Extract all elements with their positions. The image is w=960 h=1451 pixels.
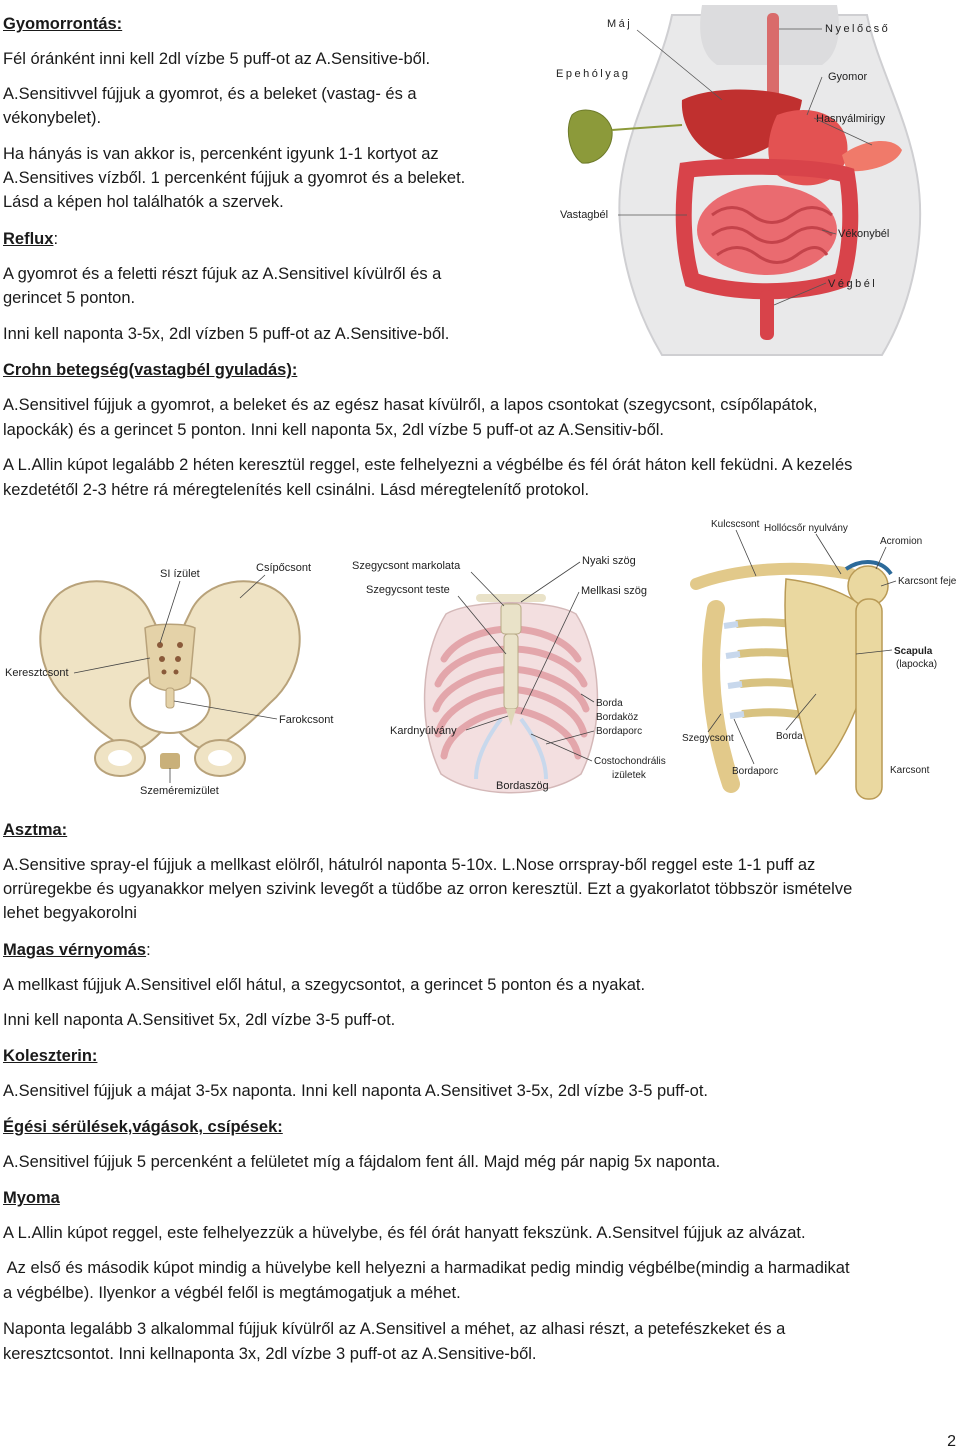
label-scapula: Scapula	[894, 646, 933, 657]
paragraph: Ha hányás is van akkor is, percenként igyunk 1-1 kortyot az	[3, 145, 439, 163]
heading-colon: :	[146, 941, 151, 959]
label-epeholyag: Epehólyag	[556, 68, 631, 80]
label-mellkasi-szog: Mellkasi szög	[581, 585, 648, 597]
paragraph: A.Sensitivel fújjuk 5 percenként a felületet míg a fájdalom fent áll. Majd még pár napig 5x naponta.	[3, 1153, 721, 1171]
label-gyomor: Gyomor	[828, 71, 868, 83]
paragraph: Naponta legalább 3 alkalommal fújjuk kívülről az A.Sensitivel a méhet, az alhasi részt, a petefészkeket és a	[3, 1320, 786, 1338]
paragraph: vékonybelet).	[3, 109, 102, 127]
label-bordaporc: Bordaporc	[596, 726, 643, 737]
paragraph: A.Sensitivel fújjuk a gyomrot, a beleket és az egész hasat kívülről, a lapos csontokat (szegycsont, csípőlapátok,	[3, 396, 818, 414]
label-karcsont-feje: Karcsont feje	[898, 576, 957, 587]
label-vekonybel: Vékonybél	[838, 228, 890, 240]
paragraph: keresztcsontot. Inni kellnaponta 3x, 2dl vízbe 3 puff-ot az A.Sensitive-ből.	[3, 1345, 537, 1363]
paragraph: A.Sensitivvel fújjuk a gyomrot, és a beleket (vastag- és a	[3, 85, 417, 103]
label-nyaki-szog: Nyaki szög	[582, 555, 636, 567]
label-farokcsont: Farokcsont	[279, 714, 334, 726]
heading-verny-line	[3, 938, 151, 962]
paragraph: gerincet 5 ponton.	[3, 289, 136, 307]
heading-reflux-line	[3, 227, 58, 251]
paragraph: lehet begyakorolni	[3, 904, 137, 922]
paragraph: orrüregekbe és ugyanakkor melyen szivink levegőt a tüdőbe az orron keresztül. Ezt a gyakorlatot többször ismételve	[3, 880, 853, 898]
label-szegycsont-teste: Szegycsont teste	[366, 584, 450, 596]
label-bordaszog: Bordaszög	[496, 780, 549, 792]
ribcage-figure	[346, 544, 672, 804]
paragraph: A.Sensitives vízből. 1 percenként fújjuk a gyomrot és a beleket.	[3, 169, 466, 187]
heading-myoma: Myoma	[3, 1189, 60, 1207]
paragraph: kezdetétől 2-3 hétre rá méregtelenítés kell csinálni. Lásd méregtelenítő protokol.	[3, 481, 590, 499]
heading-crohn: Crohn betegség(vastagbél gyuladás):	[3, 361, 298, 379]
paragraph: A gyomrot és a feletti részt fújuk az A.Sensitivel kívülről és a	[3, 265, 442, 283]
label-hollocsor-nyulvany: Hollócsőr nyulvány	[764, 523, 848, 534]
paragraph: A L.Allin kúpot reggel, este felhelyezzük a hüvelybe, és fél órát hanyatt fekszünk. A.Sensitvel fújjuk az alvázat.	[3, 1224, 806, 1242]
heading-gyomorrontas: Gyomorrontás:	[3, 15, 123, 33]
label-borda: Borda	[596, 698, 623, 709]
label-szemeremizulet: Szeméremizület	[140, 785, 219, 797]
heading-koleszterin: Koleszterin:	[3, 1047, 98, 1065]
label-bordakoz: Bordaköz	[596, 712, 639, 723]
label-lapocka: (lapocka)	[896, 659, 938, 670]
paragraph: Lásd a képen hol találhatók a szervek.	[3, 193, 284, 211]
label-kulcscsont: Kulcscsont	[711, 519, 760, 530]
paragraph: Inni kell naponta 3-5x, 2dl vízben 5 puff-ot az A.Sensitive-ből.	[3, 325, 450, 343]
paragraph: a végbélbe). Ilyenkor a végbél felől is megtámogatjuk a méhet.	[3, 1284, 461, 1302]
shoulder-figure	[676, 514, 958, 810]
heading-asztma: Asztma:	[3, 821, 68, 839]
page-number: 2	[947, 1433, 956, 1450]
label-keresztcsont: Keresztcsont	[5, 667, 69, 679]
label-acromion: Acromion	[880, 536, 923, 547]
heading-colon: :	[53, 230, 59, 248]
label-kardnyulvany: Kardnyúlvány	[390, 725, 457, 737]
paragraph: Az első és második kúpot mindig a hüvelybe kell helyezni a harmadikat pedig mindig végbélbe(mindig a harmadikat	[3, 1259, 850, 1277]
label-si-izulet: SI ízület	[160, 568, 200, 580]
heading-egesi-serulesek: Égési sérülések,vágások, csípések:	[3, 1118, 283, 1136]
label-maj: Máj	[607, 18, 633, 30]
label-costochondralis: Costochondrális	[594, 756, 666, 767]
label-bordaporc: Bordaporc	[732, 766, 779, 777]
digestive-organs-figure	[552, 5, 956, 357]
paragraph: Inni kell naponta A.Sensitivet 5x, 2dl vízbe 3-5 puff-ot.	[3, 1011, 396, 1029]
heading-reflux: Reflux	[3, 230, 54, 248]
label-karcsont: Karcsont	[890, 765, 930, 776]
paragraph: A.Sensitivel fújjuk a májat 3-5x naponta. Inni kell naponta A.Sensitivet 3-5x, 2dl vízbe 3-5 puff-ot.	[3, 1082, 709, 1100]
heading-magas-vernyomas: Magas vérnyomás	[3, 941, 147, 959]
paragraph: A L.Allin kúpot legalább 2 héten keresztül reggel, este felhelyezni a végbélbe és fél órát háton kell feküdni. A kezelés	[3, 456, 853, 474]
paragraph: A.Sensitive spray-el fújjuk a mellkast elölről, hátulról naponta 5-10x. L.Nose orrspray-ből reggel este 1-1 puff az	[3, 856, 816, 874]
paragraph: Fél óránként inni kell 2dl vízbe 5 puff-ot az A.Sensitive-ből.	[3, 50, 431, 68]
label-csipocsont: Csípőcsont	[256, 562, 312, 574]
label-borda: Borda	[776, 731, 803, 742]
pelvis-figure	[0, 553, 340, 801]
label-szegycsont: Szegycsont	[682, 733, 734, 744]
paragraph: lapockák) és a gerincet 5 ponton. Inni kell naponta 5x, 2dl vízbe 5 puff-ot az A.Sensitiv-ből.	[3, 421, 665, 439]
label-vegbel: Végbél	[828, 278, 878, 290]
label-nyelocso: Nyelőcső	[825, 23, 891, 35]
label-szegycsont-markolata: Szegycsont markolata	[352, 560, 461, 572]
label-vastagbel: Vastagbél	[560, 209, 609, 221]
label-izuletek: izületek	[612, 770, 646, 781]
label-hasnyalmirigy: Hasnyálmirigy	[816, 113, 886, 125]
paragraph: A mellkast fújjuk A.Sensitivel elől hátul, a szegycsontot, a gerincet 5 ponton és a nyakat.	[3, 976, 646, 994]
